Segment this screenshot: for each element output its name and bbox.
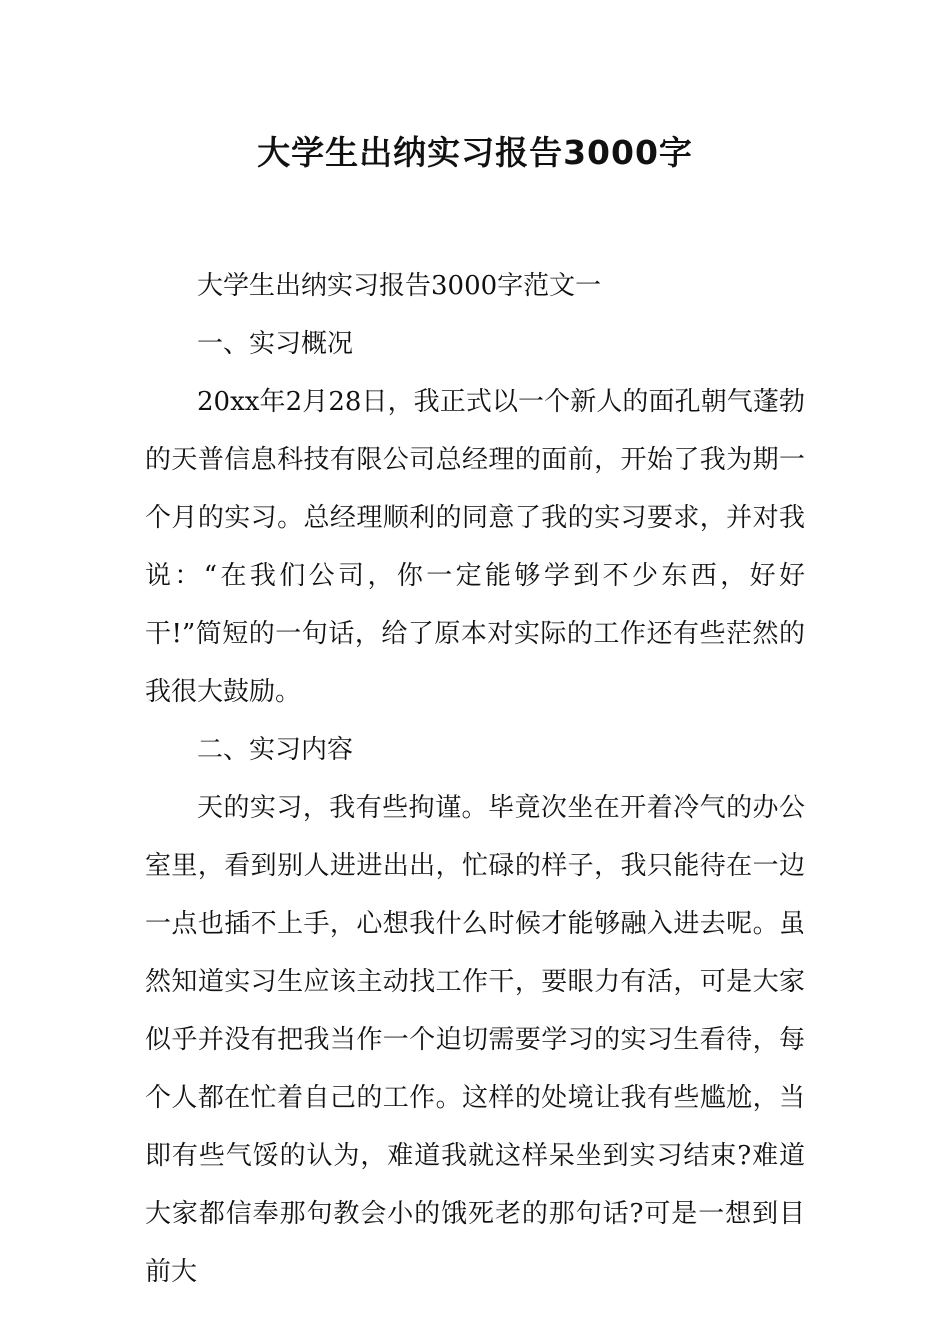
paragraph-heading-2: 二、实习内容 <box>197 735 354 765</box>
paragraph-heading-1: 一、实习概况 <box>197 329 354 359</box>
paragraph: 天的实习，我有些拘谨。毕竟次坐在开着冷气的办公室里，看到别人进进出出，忙碌的样子，我只能待在一边一点也插不上手，心想我什么时候才能够融入进去呢。虽然知道实习生应该主动找工作干，要眼力有活，可是大家似乎并没有把我当作一个迫切需要学习的实习生看待，每个人都在忙着自己的工作。这样的处境让我有些尴尬，当即有些气馁的认为，难道我就这样呆坐到实习结束?难道大家都信奉那句教会小的饿死老的那句话?可是一想到目前大 <box>145 793 805 1287</box>
paragraph-subtitle: 大学生出纳实习报告3000字范文一 <box>197 271 602 301</box>
document-title: 大学生出纳实习报告3000字 <box>257 133 693 172</box>
paragraph: 20xx年2月28日，我正式以一个新人的面孔朝气蓬勃的天普信息科技有限公司总经理的面前，开始了我为期一个月的实习。总经理顺利的同意了我的实习要求，并对我说：“在我们公司，你一定能够学到不少东西，好好干!”简短的一句话，给了原本对实际的工作还有些茫然的我很大鼓励。 <box>145 387 805 707</box>
document-body <box>145 257 805 1301</box>
